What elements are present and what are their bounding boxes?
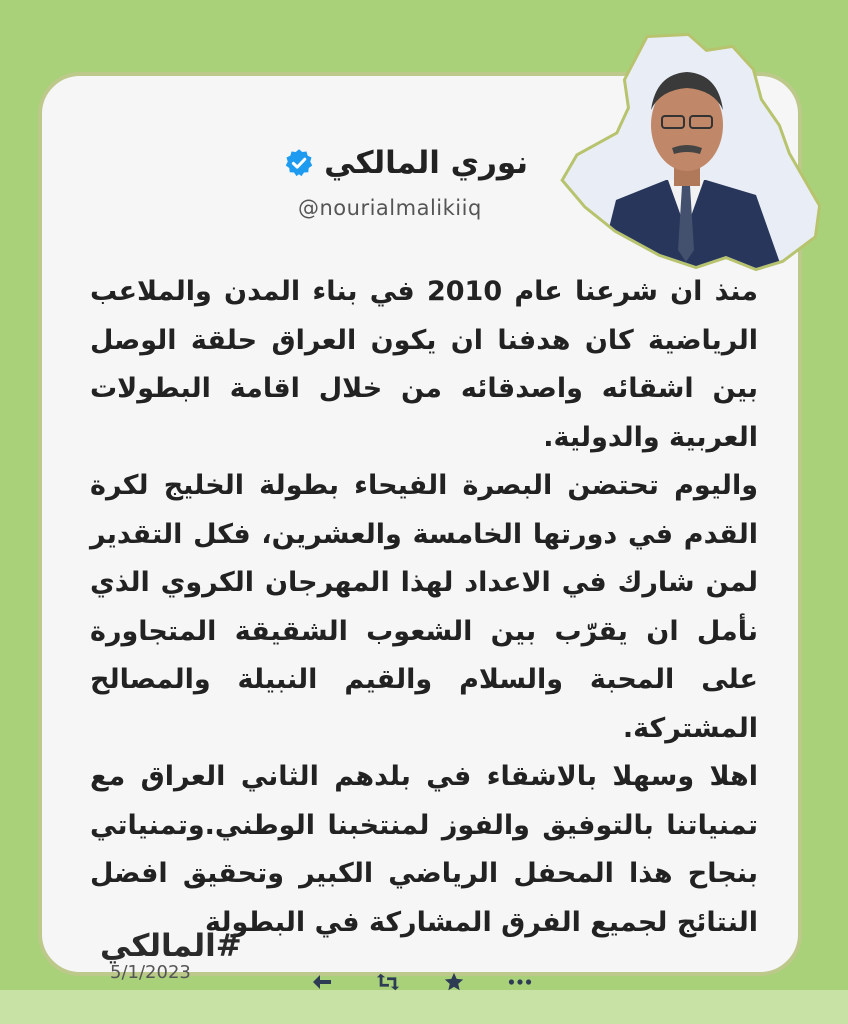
tweet-paragraph: منذ ان شرعنا عام 2010 في بناء المدن والملاعب الرياضية كان هدفنا ان يكون العراق حلقة الوصل بين اشقائه واصدقائه من خلال اقامة البطولات العربية والدولية. <box>90 276 759 453</box>
tweet-text <box>90 268 758 947</box>
tweet-paragraph: اهلا وسهلا بالاشقاء في بلدهم الثاني العراق مع تمنياتنا بالتوفيق والفوز لمنتخبنا الوطني.وتمنياتي بنجاح هذا المحفل الرياضي الكبير وتحقيق افضل النتائج لجميع الفرق المشاركة في البطولة <box>90 761 758 938</box>
verified-badge-icon <box>284 148 314 178</box>
hashtag-link[interactable]: #المالكي <box>100 928 242 964</box>
like-button[interactable] <box>442 970 466 994</box>
retweet-button[interactable] <box>376 970 400 994</box>
more-icon <box>508 978 532 986</box>
reply-button[interactable] <box>310 970 334 994</box>
bottom-strip <box>0 990 848 1024</box>
tweet-paragraph: واليوم تحتضن البصرة الفيحاء بطولة الخليج لكرة القدم في دورتها الخامسة والعشرين، فكل التقدير لمن شارك في الاعداد لهذا المهرجان الكروي الذي نأمل ان يقرّب بين الشعوب الشقيقة المتجاورة على المحبة والسلام والقيم النبيلة والمصالح المشتركة. <box>90 470 758 744</box>
retweet-icon <box>376 971 400 993</box>
reply-icon <box>311 972 333 992</box>
tweet-actions <box>310 970 532 994</box>
author-row <box>284 145 528 181</box>
star-icon <box>443 971 465 993</box>
more-button[interactable] <box>508 970 532 994</box>
tweet-date: 5/1/2023 <box>110 962 191 983</box>
avatar-photo <box>556 30 826 280</box>
author-handle[interactable]: @nourialmalikiiq <box>298 196 482 220</box>
iraq-map-avatar <box>556 30 826 280</box>
author-name[interactable]: نوري المالكي <box>324 145 528 181</box>
